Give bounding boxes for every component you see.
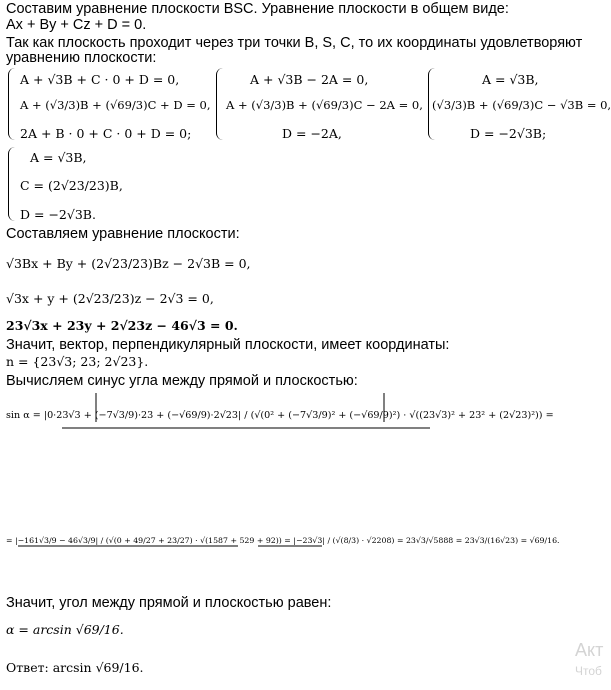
system-3-eq-1: A = √3B, (482, 72, 539, 87)
system-3-eq-3: D = −2√3B; (470, 126, 547, 141)
plane-eq-1: √3Bx + By + (2√23/23)Bz − 2√3B = 0, (6, 256, 251, 271)
system-4-eq-3: D = −2√3B. (20, 207, 96, 222)
activation-watermark-sub: Чтоб (575, 664, 602, 678)
sine-formula-2: = |−161√3/9 − 46√3/9| / (√(0 + 49/27 + 23/27) · √(1587 + 529 + 92)) = |−23√3| / (√(8/3) · √2208) = 23√3/√5888 = 23√3/(16√23) = √69/16. (6, 536, 560, 545)
answer: Ответ: arcsin √69/16. (6, 660, 144, 675)
plane-eq-2: √3x + y + (2√23/23)z − 2√3 = 0, (6, 291, 214, 306)
plane-heading: Составляем уравнение плоскости: (6, 226, 240, 242)
system-2-eq-1: A + √3B − 2A = 0, (250, 72, 369, 87)
normal-text: Значит, вектор, перпендикулярный плоскости, имеет координаты: (6, 337, 450, 353)
system-1-eq-2: A + (√3/3)B + (√69/3)C + D = 0, (20, 98, 211, 112)
system-4-eq-2: C = (2√23/23)B, (20, 178, 123, 193)
system-2-eq-3: D = −2A, (282, 126, 342, 141)
activation-watermark: Акт (575, 640, 604, 660)
intro-line-4: уравнению плоскости: (6, 50, 157, 66)
intro-line-3: Так как плоскость проходит через три точки B, S, C, то их координаты удовлетворяют (6, 35, 583, 51)
system-4-eq-1: A = √3B, (30, 150, 87, 165)
alpha-result: α = arcsin √69/16. (6, 622, 124, 637)
intro-line-2: Ax + By + Cz + D = 0. (6, 17, 147, 33)
system-1-eq-1: A + √3B + C · 0 + D = 0, (20, 72, 180, 87)
system-2-eq-2: A + (√3/3)B + (√69/3)C − 2A = 0, (226, 98, 423, 112)
sine-formula-1: sin α = |0·23√3 + (−7√3/9)·23 + (−√69/9)·2√23| / (√(0² + (−7√3/9)² + (−√69/9)²) · √((23√3)² + 23² + (2√23)²)) = (6, 410, 554, 421)
normal-vector: n = {23√3; 23; 2√23}. (6, 354, 149, 369)
intro-line-1: Составим уравнение плоскости BSC. Уравнение плоскости в общем виде: (6, 1, 509, 17)
conclusion-text: Значит, угол между прямой и плоскостью равен: (6, 595, 332, 611)
sine-heading: Вычисляем синус угла между прямой и плоскостью: (6, 373, 358, 389)
system-1-eq-3: 2A + B · 0 + C · 0 + D = 0; (20, 126, 192, 141)
plane-eq-3: 23√3x + 23y + 2√23z − 46√3 = 0. (6, 318, 238, 333)
system-3-eq-2: (√3/3)B + (√69/3)C − √3B = 0, (432, 98, 611, 112)
